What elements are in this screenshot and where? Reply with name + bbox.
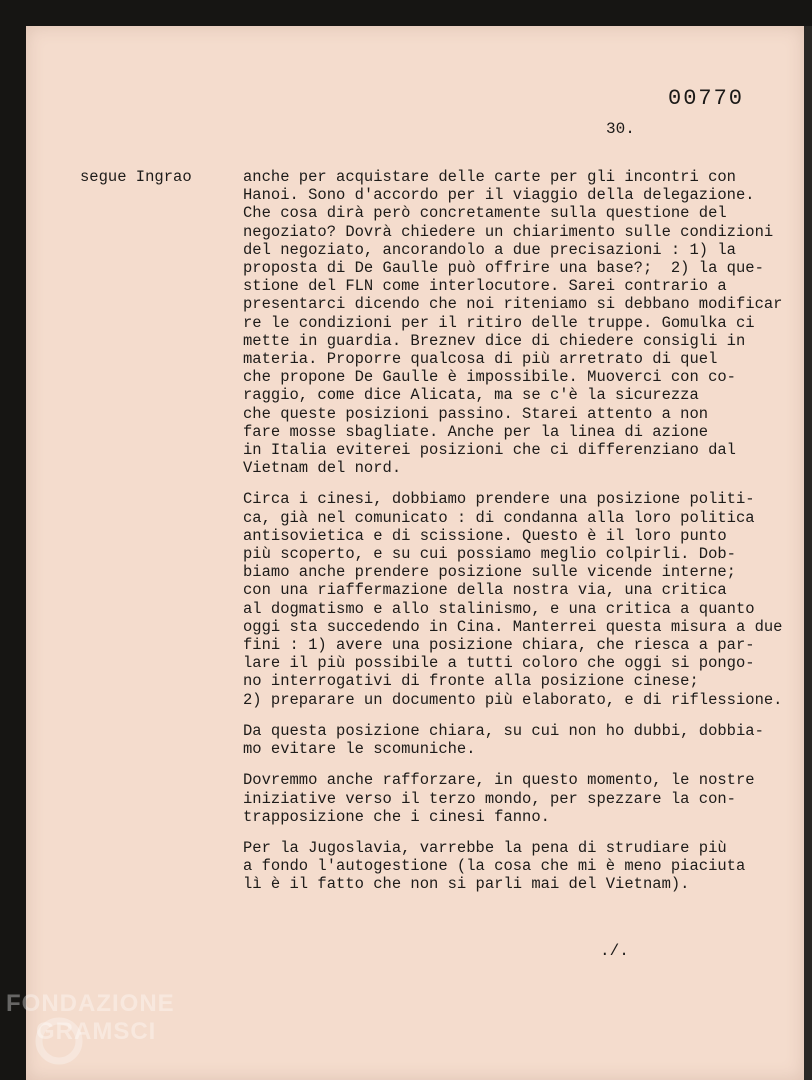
- speaker-label: segue Ingrao: [80, 168, 192, 186]
- text-line: 2) preparare un documento più elaborato, e di riflessione.: [243, 690, 783, 709]
- text-line: con una riaffermazione della nostra via, una critica: [243, 581, 727, 600]
- text-line: presentarci dicendo che noi riteniamo si debbano modificar: [243, 295, 783, 314]
- text-line: re le condizioni per il ritiro delle truppe. Gomulka ci: [243, 313, 755, 332]
- text-line: no interrogativi di fronte alla posizione cinese;: [243, 672, 699, 691]
- text-line: ca, già nel comunicato : di condanna alla loro politica: [243, 508, 755, 527]
- text-line: Vietnam del nord.: [243, 459, 402, 478]
- page-edge: [804, 26, 812, 1080]
- text-line: anche per acquistare delle carte per gli incontri con: [243, 168, 736, 186]
- text-line: biamo anche prendere posizione sulle vicende interne;: [243, 563, 736, 582]
- text-line: raggio, come dice Alicata, ma se c'è la sicurezza: [243, 386, 699, 405]
- text-line: stione del FLN come interlocutore. Sarei contrario a: [243, 277, 727, 296]
- watermark-line-1: FONDAZIONE: [6, 990, 175, 1017]
- paragraph-3: [243, 722, 791, 758]
- text-line: che queste posizioni passino. Starei attento a non: [243, 404, 709, 423]
- text-line: fare mosse sbagliate. Anche per la linea di azione: [243, 422, 709, 441]
- text-line: proposta di De Gaulle può offrire una base?; 2) la que-: [243, 259, 764, 278]
- text-line: oggi sta succedendo in Cina. Manterrei questa misura a due: [243, 617, 783, 636]
- paragraph-2: [243, 490, 791, 708]
- text-line: fini : 1) avere una posizione chiara, che riesca a par-: [243, 636, 755, 655]
- text-line: Per la Jugoslavia, varrebbe la pena di strudiare più: [243, 838, 727, 857]
- text-line: più scoperto, e su cui possiamo meglio colpirli. Dob-: [243, 545, 736, 564]
- text-line: del negoziato, ancorandolo a due precisazioni : 1) la: [243, 240, 736, 259]
- watermark: [6, 990, 175, 1046]
- text-line: a fondo l'autogestione (la cosa che mi è meno piaciuta: [243, 857, 746, 876]
- text-line: negoziato? Dovrà chiedere un chiarimento sulle condizioni: [243, 222, 774, 241]
- text-line: Che cosa dirà però concretamente sulla questione del: [243, 204, 727, 223]
- text-line: Hanoi. Sono d'accordo per il viaggio della delegazione.: [243, 186, 755, 205]
- text-line: Da questa posizione chiara, su cui non ho dubbi, dobbia-: [243, 721, 764, 740]
- paragraph-1: [243, 168, 791, 477]
- document-number: 00770: [668, 86, 745, 111]
- text-line: lare il più possibile a tutti coloro che oggi si pongo-: [243, 654, 755, 673]
- body-text: [243, 168, 791, 907]
- text-line: Circa i cinesi, dobbiamo prendere una posizione politi-: [243, 490, 755, 509]
- text-line: mo evitare le scomuniche.: [243, 740, 476, 759]
- watermark-line-2: GRAMSCI: [36, 1018, 157, 1045]
- text-line: mette in guardia. Breznev dice di chiedere consigli in: [243, 331, 746, 350]
- page-number: 30.: [606, 120, 635, 138]
- text-line: in Italia eviterei posizioni che ci differenziano dal: [243, 441, 736, 460]
- text-line: iniziative verso il terzo mondo, per spezzare la con-: [243, 789, 736, 808]
- text-line: trapposizione che i cinesi fanno.: [243, 807, 550, 826]
- paragraph-5: [243, 839, 791, 894]
- text-line: antisovietica e di scissione. Questo è il loro punto: [243, 526, 727, 545]
- continuation-mark: ./.: [600, 942, 629, 960]
- text-line: che propone De Gaulle è impossibile. Muoverci con co-: [243, 368, 736, 387]
- text-line: lì è il fatto che non si parli mai del Vietnam).: [243, 875, 690, 894]
- text-line: materia. Proporre qualcosa di più arretrato di quel: [243, 350, 718, 369]
- paragraph-4: [243, 771, 791, 826]
- text-line: al dogmatismo e allo stalinismo, e una critica a quanto: [243, 599, 755, 618]
- text-line: Dovremmo anche rafforzare, in questo momento, le nostre: [243, 771, 755, 790]
